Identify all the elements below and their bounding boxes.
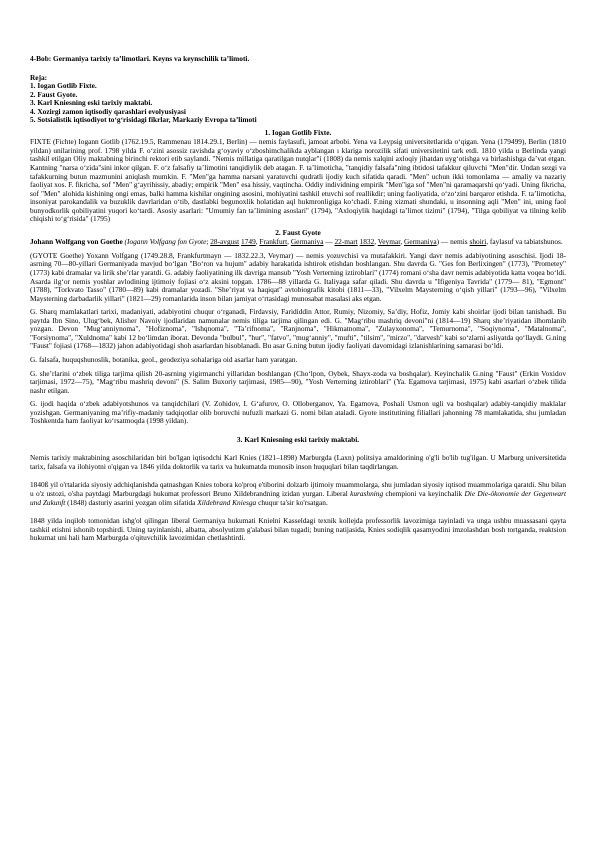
section-heading-fichte: 1. Iogan Gotlib Fixte.	[264, 127, 332, 137]
death-year-link[interactable]: 1832	[359, 237, 375, 247]
goethe-original-name: (Iogann Volfgang fon Gyote	[124, 237, 207, 247]
plan-label: Reja:	[30, 72, 48, 82]
goethe-intro: Johann Wolfgang von Goethe (Iogann Volfgang fon Gyote; 28-avgust 1749, Frankfurt, Germaniya — 22-mart 1832, Veymar, Germaniya) — nemis shoiri, faylasuf va tabiatshunos.	[30, 237, 563, 247]
intro-tail: , faylasuf va tabiatshunos.	[486, 237, 563, 247]
poet-link[interactable]: shoiri	[469, 237, 487, 247]
goethe-name: Johann Wolfgang von Goethe	[30, 237, 123, 247]
goethe-paragraph: G. ijodi haqida o‘zbek adabiyotshunos va tanqidchilari (V. Zohidov, I. G‘afurov, O. Olloberganov, Ya. Egamova, Poshali Usmon ugli va boshqalar) adabiy-tanqidiy maklalar yozishgan. Germaniyaning ma’rifiy-madaniy tadqiqotlar olib boruvchi nufuzli markazi G. nomi bilan ataladi. Gyote institutining filiallari jahonning 78 mamlakatida, shu jumladan Toshkentda ham faoliyat ko‘rsatmoqda (1998 yildan).	[30, 399, 566, 426]
death-date-link[interactable]: 22-mart	[334, 237, 358, 247]
p2-text-d: chuqur ta'sir ko'rsatgan.	[258, 497, 328, 507]
goethe-paragraph: (GYOTE Goethe) Yoxann Volfgang (1749.28.8, Frankfurtmayn — 1832.22.3, Veymar) — nemis yozuvchisi va mutafakkiri. Yangi davr nemis adabiyotining asoschisi. Ijodi 18-asrning 70—80-yillari Germaniyada mavjud bo‘lgan "Bo‘ron va hujum" adabiy harakatida ishtirok etishdan boshlangan. Shu davrda G. "Ges fon Berlixingen" (1773), "Prometey" (1773) kabi dramalar va lirik she’rlar yaratdi. G. adabiy faoliyatining ilk davriga mansub "Yosh Verterning iztiroblari" (1774) romani o‘sha davr nemis adabiyotida katta voqea bo‘ldi. Asarda ilg‘or nemis yoshlar avlodining ijtimoiy fojiasi o‘z aksini topgan. 1786—88 yillarda G. Italiyaga safar qiladi. Shu davrda u "Ifigeniya Tavrida" (1779— 81), "Egmont" (1788), "Torkvato Tasso" (1780—89) kabi dramalar yozadi. "She’riyat va haqiqat" avtobiografik kitobi (1811—33), "Vilxelm Maysterning o‘qish yillari" (1793—96), "Vilxelm Maysterning darbadarlik yillari" (1821—29) romanlarida inson bilan jamiyat o‘rtasidagi munosabat masalasi aks etgan.	[30, 250, 566, 303]
birth-year-link[interactable]: 1749	[241, 237, 256, 247]
document-page	[30, 55, 566, 548]
p2-italic-a: kurashning	[350, 488, 384, 498]
plan-item: 1. Iogan Gotlib Fixte.	[30, 81, 97, 91]
intro-rest: ) — nemis	[436, 237, 468, 247]
knies-paragraph-3: 1848 yilda inqilob tomonidan ishg'ol qilingan liberal Germaniya hukumati Knielni Kasseldagi texnik kollejda professorlik lavozimiga tayinladi va unga ushbu muassasani qayta tashkil etishni ishonib topshirdi. Uning tayinlanishi, albatta, absolyutizm g'alabasi bilan tugadi; buning natijasida, Knies sodiqlik qasamyodini imzolashdan bosh tortganda, reaktsion hukumat uni hali ham Marburgda o'qituvchilik lavozimidan chetlashtirdi.	[30, 516, 566, 543]
goethe-paragraph: G. Sharq mamlakatlari tarixi, madaniyati, adabiyotini chuqur o‘rganadi, Firdavsiy, Farididdin Attor, Rumiy, Nizomiy, Sa’diy, Hofiz, Jomiy kabi shoirlar ijodi bilan tanishadi. Bu paytda Ibn Sino, Ulug‘bek, Alisher Navoiy ijodlaridan namunalar nemis tiliga tarjima qilingan edi. G. "Mag‘ribu mashriq devoni"ni (1814—19) Sharq she’riyatidan ilhomlanib yozgan. Devon "Mug‘anniynoma", "Hofiznoma", "Ishqnoma", "Ta’rifnoma", "Ranjnoma", "Hikmatnoma", "Zulayxonoma", "Temurnoma", "Soqiynoma", "Matalnoma", "Forsiynoma", "Xuldnoma" kabi 12 bo‘limdan iborat. Devonda "bulbul", "hur", "fatvo", "mug‘anniy", "mufti", "tilsim", "mirzo", "darvesh" kabi so‘zlarni asliyatda qo‘llaydi. G.ning "Faust" fojiasi (1768—1832) jahon adabiyotidagi shoh asarlardan hisoblanadi. Bu asar G.ning butun ijodiy faoliyati davomidagi izlanishlarining samarasi bo‘ldi.	[30, 307, 566, 351]
goethe-paragraph: G. she’rlarini o‘zbek tiliga tarjima qilish 20-asrning yigirmanchi yillaridan boshlangan (Cho‘lpon, Oybek, Shayx-zoda va boshqalar). Keyinchalik G.ning "Faust" (Erkin Voxidov tarjimasi, 1972—75), "Mag‘ribu mashriq devoni" (S. Salim Buxoriy tarjimasi, 1985—90), "Yosh Verterning iztiroblari" (Ya. Egamova tarjimasi, 1975) kabi asarlari o‘zbek tilida nashr etilgan.	[30, 368, 566, 395]
p2-text-a: 1840ß yil o'rtalarida siyosiy adchiqlanishda qatnashgan Knies tobora ko'proq e'tiborini dolzarb ijtimoiy muammolarga, shu jumladan siyosiy iqtisod muammolariga qaratdi. Shu bilan u o'z ustozi, o'sha paytdagi Marburgdagi hukumat professori Bruno Xildebrandning izidan yurgan. Liberal	[30, 480, 566, 498]
death-country-link[interactable]: Germaniya	[404, 237, 437, 247]
plan-item: 5. Sotsialistik iqtisodiyot to‘g‘risidagi fikrlar, Markaziy Evropa ta’limoti	[30, 115, 257, 125]
dash-text: —	[323, 237, 335, 247]
page-title: 4-Bob: Germaniya tarixiy ta’limotlari. Keyns va keynschilik ta’limoti.	[30, 54, 250, 63]
plan-item: 3. Karl Kniesning eski tarixiy maktabi.	[30, 98, 153, 108]
goethe-paragraph: G. falsafa, huquqshunoslik, botanika, geol., geodeziya sohalariga oid asarlar ham yaratgan.	[30, 354, 298, 364]
section-heading-goethe: 2. Faust Gyote	[275, 227, 321, 237]
fichte-paragraph: FIXTE (Fichte) Iogann Gotlib (1762.19.5, Rammenau 1814.29.1, Berlin) — nemis faylasufi, jamoat arbobi. Yena va Leypsig universitetlarida o‘qigan. Yena (179499), Berlin (1810 yildan) unilarining prof. 1798 yilda F. o‘zini asossiz ravishda g‘oyaviy o‘zboshimchalikda ayblangan ı klariga norozilik sifati universitetini tark etdi. 1810 yilda u Berlinda yangi tashkil etilgan Oliy maktabning birinchi rektori etib saylandi. "Nemis millatiga qaratilgan nutqlar"i (1808) da nemis xalqini axloqiy jihatdan uyg‘otishga va birlashishga da’vat etgan. Kantning "narsa o‘zida"sini inkor qilgan. F. o‘z falsafiy ta’limotini tanqidiylik deb atagan. F. ta’limoticha, "tanqidiy falsafa"ning ibtidosi tafakkur qiluvchi "Men"dir. Undan sezgi va tafakkurning butun mazmunini aniqlash mumkin. F. "Men"ga hamma narsani yaratuvchi qudratli ijodiy kuch sifatida qaradi. "Men" uchun ikki tomonlama — amaliy va nazariy faoliyat xos. F. fikricha, sof "Men" g‘ayrihissiy, abadiy; empirik "Men" esa hissiy, vaqtincha. Oddiy individning empirik "Men"iga sof "Men"ni qaramaqarshi qo‘yadi. Uning fikricha, sof "Men" alohida kishining ongi emas, balki hamma kishilar ongining asosini, mohiyatini tashkil etuvchi sof reallikdir; uning faoliyatida, o‘zo‘zini barqaror etishda. F. ta’limoticha, insoniyat parokandalik va buzuklik davrlaridan o‘tib, dastlabki begunoxlik holatidan aql hukmronligiga ko‘chadi. F.ning xizmati shundaki, u insonning aqli "Men" ini, uning faol bunyodkorlik qobiliyatini yuqori ko‘tardi. Asosiy asarlari: "Umumiy fan ta’limining asoslari" (1794), "Axloqiylik haqidagi ta’limot tizimi" (1794), "Tilga qobiliyat va tilning kelib chiqishi to‘g‘risida" (1795)	[30, 137, 566, 224]
death-city-link[interactable]: Veymar	[377, 237, 401, 247]
plan-item: 2. Faust Gyote.	[30, 89, 78, 99]
knies-paragraph: Nemis tarixiy maktabining asoschilaridan biri bo'lgan iqtisodchi Karl Knies (1821–1898) Marburgda (Laxn) politsiya amaldorining o'g'li bo'lib tug'ilgan. U Marburg universitetida tarix, falsafa va ilohiyotni o'qigan va 1846 yilda doktorlik va tarix va hukumatda munosib inson huquqlari bilan taqdirlangan.	[30, 453, 566, 471]
p2-text-c: (1848) dasturiy asarini yozgan olim sifatida	[67, 497, 196, 507]
p2-text-b: chempioni va keyinchalik	[385, 488, 463, 498]
plan-list	[30, 82, 566, 125]
birth-date-link[interactable]: 28-avgust	[210, 237, 240, 247]
p2-italic-title: Die Die-ökonomie der Gegenwart und Zukunft	[30, 488, 566, 507]
p2-italic-b: Xildebrand Kniesga	[197, 497, 257, 507]
plan-item: 4. Xozirgi zamon iqtisodiy qarashlari evolyusiyasi	[30, 106, 186, 116]
birth-city-link[interactable]: Frankfurt	[259, 237, 288, 247]
birth-country-link[interactable]: Germaniya	[290, 237, 324, 247]
knies-paragraph-2	[30, 481, 566, 507]
section-heading-knies: 3. Karl Kniesning eski tarixiy maktabi.	[236, 434, 360, 444]
